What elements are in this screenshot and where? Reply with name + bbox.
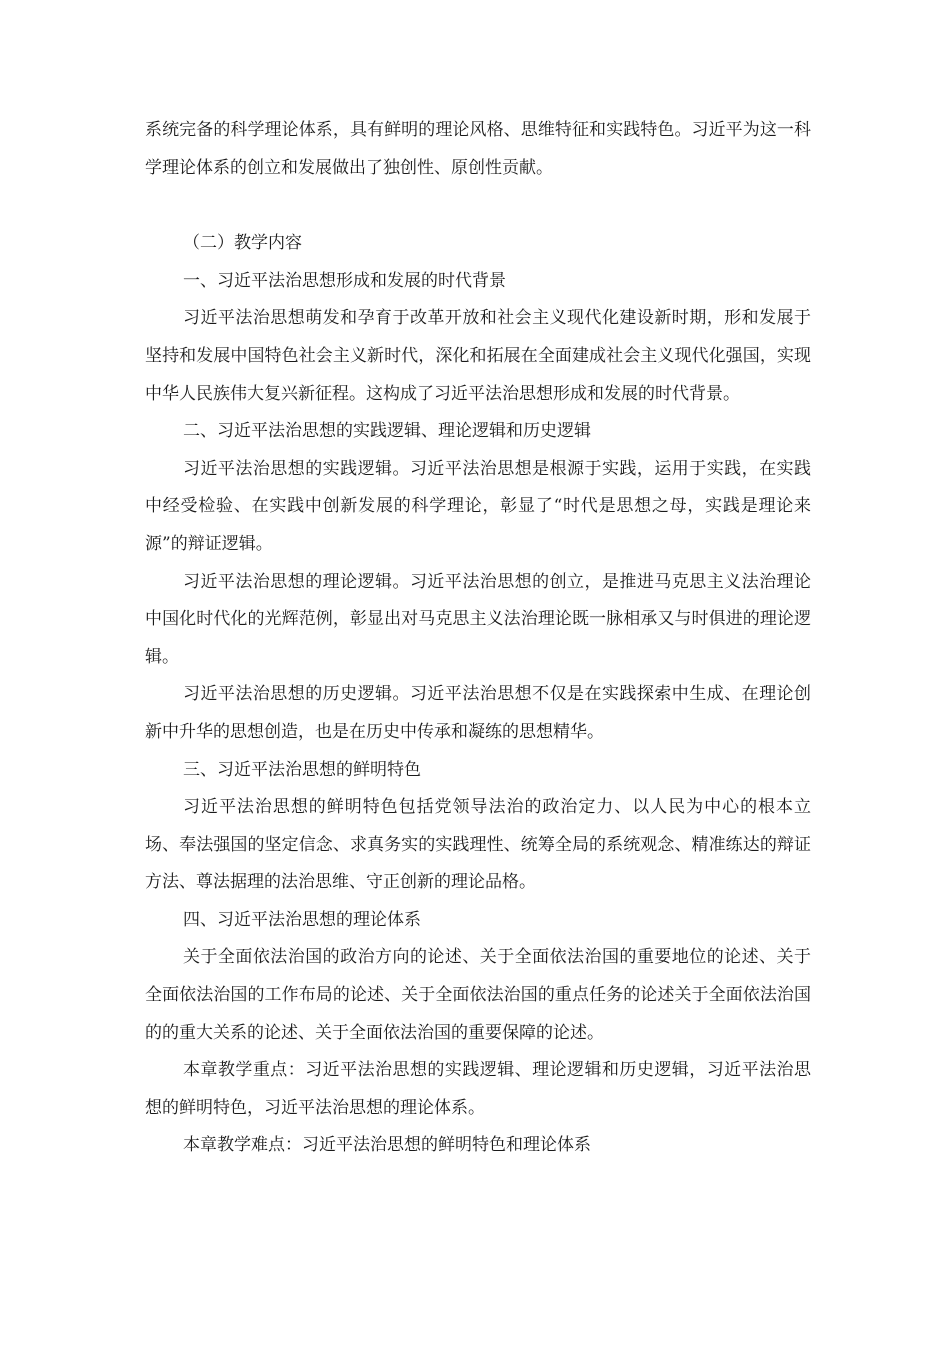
- subsection-heading-2: 二、习近平法治思想的实践逻辑、理论逻辑和历史逻辑: [183, 421, 591, 442]
- key-points-paragraph: 本章教学重点：习近平法治思想的实践逻辑、理论逻辑和历史逻辑，习近平法治思想的鲜明特色，习近平法治思想的理论体系。: [145, 1060, 811, 1118]
- difficult-points-paragraph: 本章教学难点：习近平法治思想的鲜明特色和理论体系: [183, 1135, 591, 1156]
- body-paragraph: 习近平法治思想的理论逻辑。习近平法治思想的创立，是推进马克思主义法治理论中国化时代化的光辉范例，彰显出对马克思主义法治理论既一脉相承又与时俱进的理论逻辑。: [145, 571, 811, 667]
- subsection-heading-1: 一、习近平法治思想形成和发展的时代背景: [183, 270, 506, 291]
- section-heading-teaching-content: （二）教学内容: [183, 233, 302, 254]
- intro-paragraph: 系统完备的科学理论体系，具有鲜明的理论风格、思维特征和实践特色。习近平为这一科学理论体系的创立和发展做出了独创性、原创性贡献。: [145, 120, 811, 178]
- subsection-heading-3: 三、习近平法治思想的鲜明特色: [183, 759, 421, 780]
- body-paragraph: 习近平法治思想萌发和孕育于改革开放和社会主义现代化建设新时期，形和发展于坚持和发展中国特色社会主义新时代，深化和拓展在全面建成社会主义现代化强国，实现中华人民族伟大复兴新征程。这构成了习近平法治思想形成和发展的时代背景。: [145, 308, 811, 404]
- body-paragraph: 关于全面依法治国的政治方向的论述、关于全面依法治国的重要地位的论述、关于全面依法治国的工作布局的论述、关于全面依法治国的重点任务的论述关于全面依法治国的的重大关系的论述、关于全面依法治国的重要保障的论述。: [145, 947, 811, 1043]
- document-body: [145, 112, 811, 1165]
- paragraph-spacer: [145, 187, 811, 225]
- body-paragraph: 习近平法治思想的实践逻辑。习近平法治思想是根源于实践，运用于实践，在实践中经受检验、在实践中创新发展的科学理论，彰显了“时代是思想之母，实践是理论来源”的辩证逻辑。: [145, 458, 811, 554]
- body-paragraph: 习近平法治思想的鲜明特色包括党领导法治的政治定力、以人民为中心的根本立场、奉法强国的坚定信念、求真务实的实践理性、统筹全局的系统观念、精准练达的辩证方法、尊法据理的法治思维、守正创新的理论品格。: [145, 797, 811, 893]
- body-paragraph: 习近平法治思想的历史逻辑。习近平法治思想不仅是在实践探索中生成、在理论创新中升华的思想创造，也是在历史中传承和凝练的思想精华。: [145, 684, 811, 742]
- subsection-heading-4: 四、习近平法治思想的理论体系: [183, 909, 421, 930]
